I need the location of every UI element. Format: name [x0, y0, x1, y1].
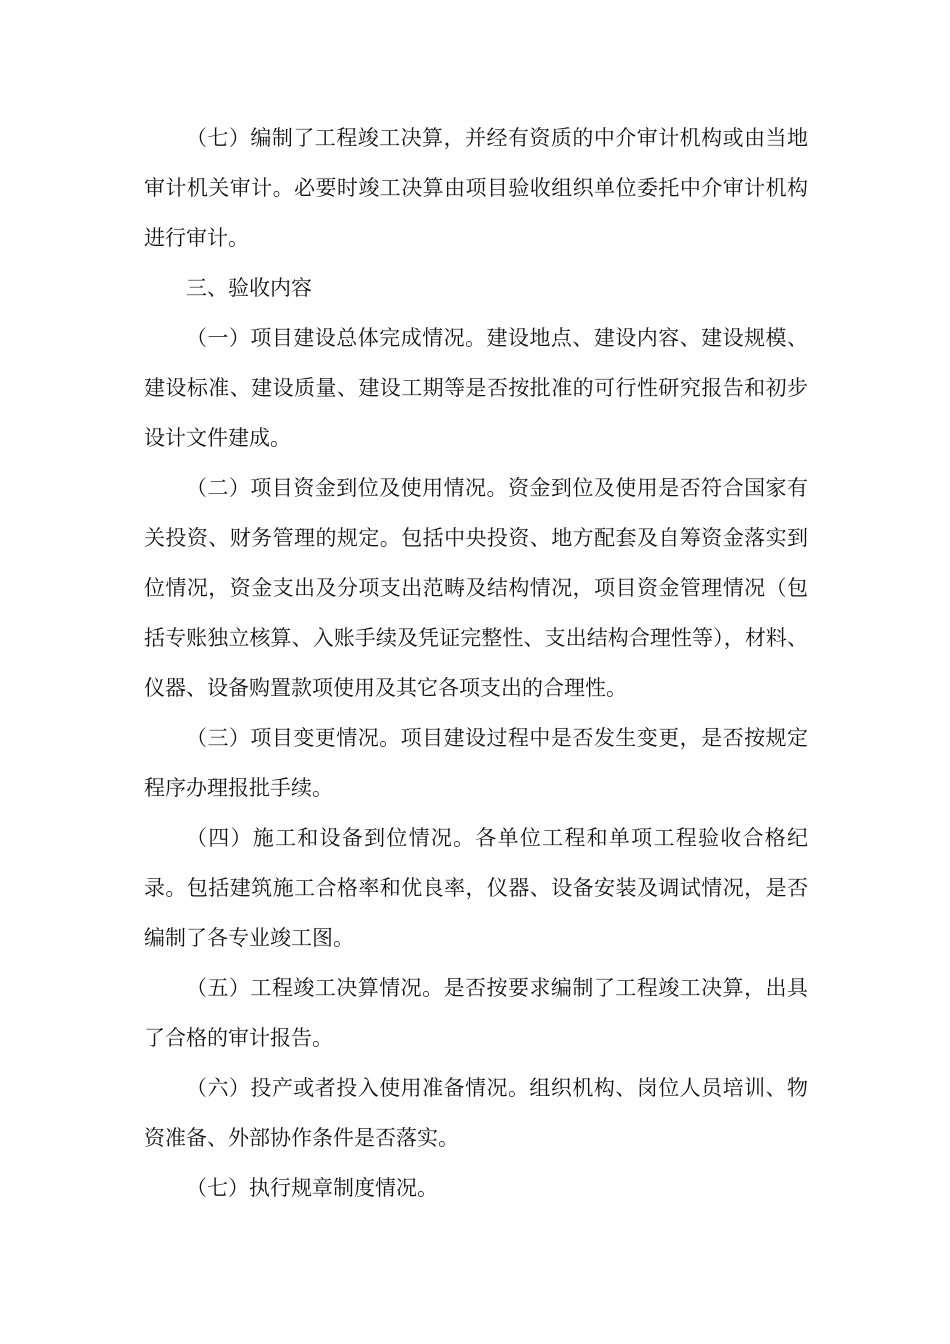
- paragraph-operation-readiness: （六）投产或者投入使用准备情况。组织机构、岗位人员培训、物资准备、外部协作条件是否落实。: [144, 1076, 808, 1150]
- paragraph-project-changes: （三）项目变更情况。项目建设过程中是否发生变更，是否按规定程序办理报批手续。: [144, 726, 808, 800]
- paragraph-construction-equipment: （四）施工和设备到位情况。各单位工程和单项工程验收合格纪录。包括建筑施工合格率和优良率，仪器、设备安装及调试情况，是否编制了各专业竣工图。: [144, 826, 808, 950]
- paragraph-overall-completion: （一）项目建设总体完成情况。建设地点、建设内容、建设规模、建设标准、建设质量、建设工期等是否按批准的可行性研究报告和初步设计文件建成。: [144, 326, 808, 450]
- paragraph-audit-requirement: （七）编制了工程竣工决算，并经有资质的中介审计机构或由当地审计机关审计。必要时竣工决算由项目验收组织单位委托中介审计机构进行审计。: [144, 126, 808, 250]
- paragraph-final-accounts: （五）工程竣工决算情况。是否按要求编制了工程竣工决算，出具了合格的审计报告。: [144, 976, 808, 1050]
- paragraph-regulations: （七）执行规章制度情况。: [186, 1176, 438, 1200]
- paragraph-funding-usage: （二）项目资金到位及使用情况。资金到位及使用是否符合国家有关投资、财务管理的规定。包括中央投资、地方配套及自筹资金落实到位情况，资金支出及分项支出范畴及结构情况，项目资金管理情况（包括专账独立核算、入账手续及凭证完整性、支出结构合理性等），材料、仪器、设备购置款项使用及其它各项支出的合理性。: [144, 476, 808, 700]
- section-heading-acceptance-content: 三、验收内容: [186, 276, 312, 300]
- document-body: [144, 113, 808, 1213]
